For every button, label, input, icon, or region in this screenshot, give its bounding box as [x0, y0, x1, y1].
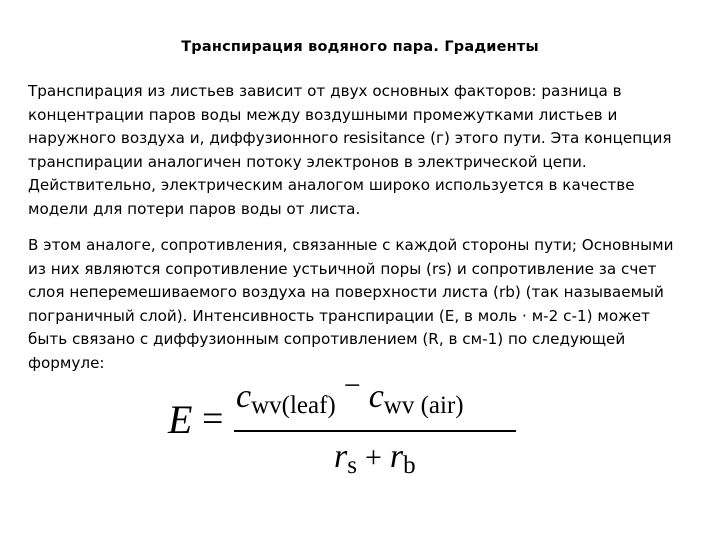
fraction-bar — [234, 430, 516, 432]
page-title: Транспирация водяного пара. Градиенты — [181, 39, 539, 55]
numerator-sub-2: wv (air) — [383, 392, 464, 419]
numerator-sub-1: wv(leaf) — [251, 392, 336, 419]
paragraph-2: В этом аналоге, сопротивления, связанные с каждой стороны пути; Основными из них являются сопротивление устьичной поры (rs) и сопротивление за счет слоя неперемешиваемого воздуха на поверхности листа (rb) (так называемый пограничный слой). Интенсивность транспирации (Е, в моль · м-2 с-1) может быть связано с диффузионным сопротивлением (R, в см-1) по следующей формуле: — [28, 236, 674, 372]
transpiration-formula — [168, 369, 528, 488]
numerator-operator: − — [343, 369, 361, 402]
numerator-var-2: c — [368, 378, 384, 415]
denominator-var-2: r — [389, 438, 404, 475]
denominator-var-1: r — [334, 438, 348, 475]
formula-lhs: E — [168, 397, 193, 442]
numerator-var-1: c — [236, 378, 252, 415]
formula-equals: = — [202, 398, 224, 440]
formula-denominator — [334, 438, 416, 479]
paragraph-1: Транспирация из листьев зависит от двух основных факторов: разница в концентрации паров воды между воздушными промежутками листьев и наружного воздуха и, диффузионного resisitance (г) этого пути. Эта концепция транспирации аналогичен потоку электронов в электрической цепи. Действительно, электрическим аналогом широко используется в качестве модели для потери паров воды от листа. — [28, 82, 672, 218]
formula-numerator — [236, 369, 464, 419]
denominator-sub-1: s — [347, 452, 357, 479]
denominator-operator: + — [364, 441, 382, 474]
denominator-sub-2: b — [403, 452, 416, 479]
